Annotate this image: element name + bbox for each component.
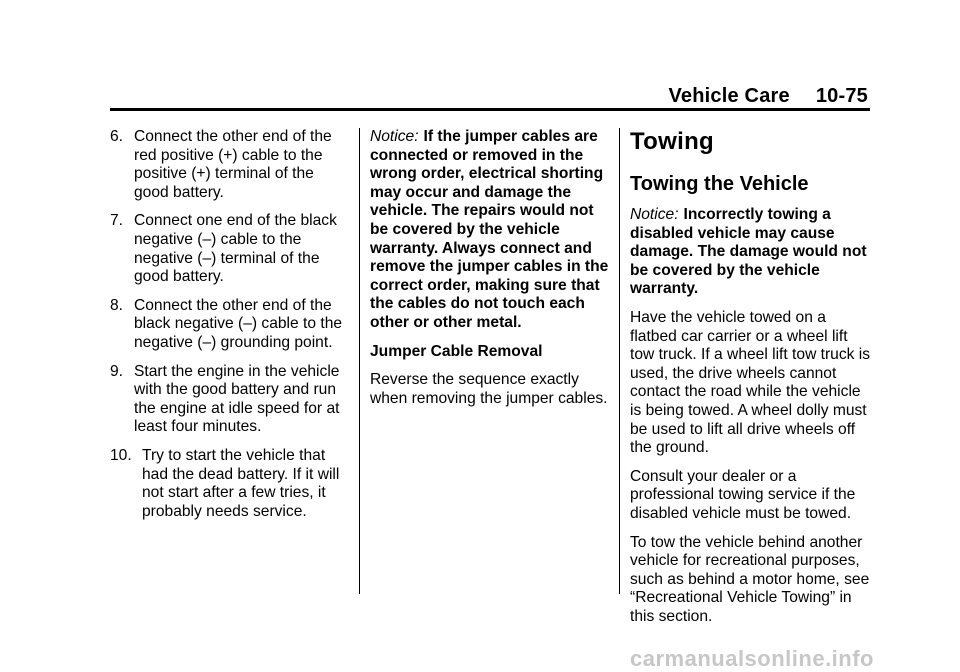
section-title: Vehicle Care [668,85,790,107]
notice-paragraph [630,206,875,299]
section-heading: Towing [630,128,714,155]
notice-paragraph [370,128,610,333]
step-number: 8. [110,296,124,314]
step-number: 10. [110,446,132,464]
column-towing [630,128,875,636]
page-header [668,85,868,108]
body-paragraph: To tow the vehicle behind another vehicle for recreational purposes, such as behind a motor home, see “Recreational Vehicle Towing” in this section. [630,533,870,625]
step-number: 9. [110,362,124,380]
list-item [110,212,350,286]
subsection-heading: Towing the Vehicle [630,173,809,195]
notice-label: Notice: [630,206,679,223]
notice-label: Notice: [370,128,419,145]
list-item [110,128,350,202]
notice-text: Incorrectly towing a disabled vehicle may cause damage. The damage would not be covered by the vehicle warranty. [630,206,867,298]
step-text: Try to start the vehicle that had the dead battery. If it will not start after a few tries, it probably needs service. [142,446,340,520]
column-divider-2 [619,128,620,594]
step-number: 7. [110,212,124,230]
column-jump-steps [110,128,350,531]
list-item [110,447,350,521]
page-number: 10-75 [815,85,868,107]
step-text: Connect one end of the black negative (–) cable to the negative (–) terminal of the good battery. [134,212,337,286]
step-number: 6. [110,128,124,145]
notice-text: If the jumper cables are connected or removed in the wrong order, electrical shorting may occur and damage the vehicle. The repairs would not be covered by the vehicle warranty. Always connect and remove the jumper cables in the correct order, making sure that the cables do not touch each other or other metal. [370,128,609,331]
list-item [110,363,350,437]
column-divider-1 [359,128,360,594]
body-paragraph: Consult your dealer or a professional towing service if the disabled vehicle must be towed. [630,467,856,522]
body-paragraph: Reverse the sequence exactly when removing the jumper cables. [370,371,608,407]
header-rule [110,108,870,111]
step-text: Connect the other end of the black negative (–) cable to the negative (–) grounding point. [134,296,343,351]
column-notice [370,128,610,418]
step-text: Connect the other end of the red positive (+) cable to the positive (+) terminal of the good battery. [134,128,332,201]
body-paragraph: Have the vehicle towed on a flatbed car carrier or a wheel lift tow truck. If a wheel lift tow truck is used, the drive wheels cannot contact the road while the vehicle is being towed. A wheel dolly must be used to lift all drive wheels off the ground. [630,308,871,457]
list-item [110,297,350,353]
step-text: Start the engine in the vehicle with the good battery and run the engine at idle speed for at least four minutes. [134,362,340,436]
subheading: Jumper Cable Removal [370,342,543,360]
watermark: carmanualsonline.info [630,646,874,671]
